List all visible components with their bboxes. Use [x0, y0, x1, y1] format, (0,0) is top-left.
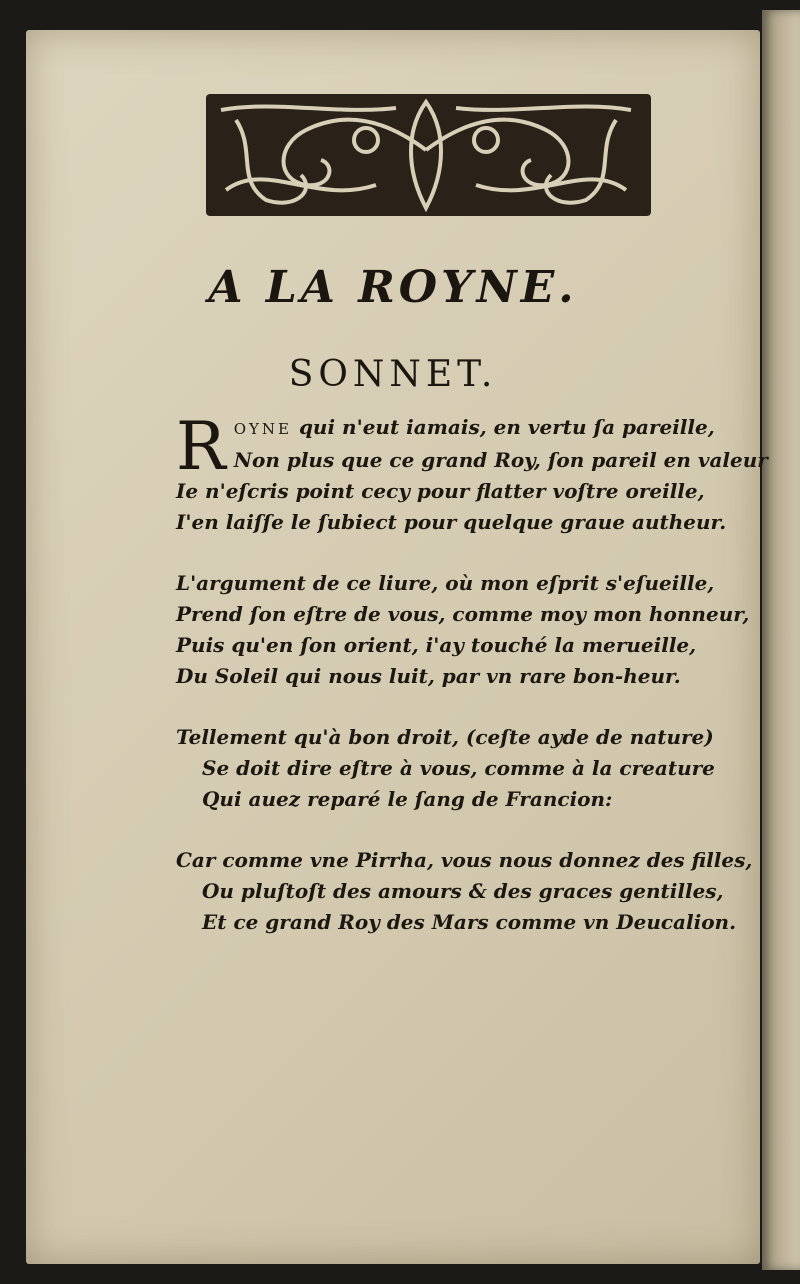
poem-line: Prend ſon eſtre de vous, comme moy mon honneur,	[176, 602, 750, 626]
page-subtitle: SONNET.	[288, 354, 498, 395]
poem-line: Et ce grand Roy des Mars comme vn Deucalion.	[202, 910, 737, 934]
poem-line: Du Soleil qui nous luit, par vn rare bon-heur.	[176, 664, 681, 688]
poem-line: I'en laiſſe le ſubiect pour quelque graue autheur.	[176, 510, 727, 534]
book-page	[26, 30, 768, 1264]
stanza-4	[176, 845, 753, 938]
stanza-2	[176, 568, 750, 692]
facing-page-edge	[762, 10, 800, 1270]
first-word: OYNE	[233, 420, 292, 438]
poem-line	[176, 412, 736, 445]
drop-cap: R	[176, 408, 226, 485]
poem-line: Ou pluſtoſt des amours & des graces gentilles,	[202, 879, 724, 903]
poem-line: Car comme vne Pirrha, vous nous donnez des filles,	[176, 848, 753, 872]
stanza-1	[176, 408, 768, 538]
poem-line: Se doit dire eſtre à vous, comme à la creature	[202, 756, 715, 780]
poem-line: L'argument de ce liure, où mon eſprit s'eſueille,	[176, 571, 715, 595]
poem-line: Puis qu'en ſon orient, i'ay touché la merueille,	[176, 633, 697, 657]
poem-line: Non plus que ce grand Roy, ſon pareil en valeur	[233, 448, 768, 472]
stanza-3	[176, 722, 736, 815]
headpiece-ornament-icon	[176, 90, 676, 222]
page-title: A LA ROYNE.	[208, 262, 578, 313]
poem-line: Qui auez reparé le ſang de Francion:	[202, 787, 613, 811]
poem-line: Ie n'eſcris point cecy pour flatter voſtre oreille,	[176, 479, 705, 503]
poem-line: Tellement qu'à bon droit, (ceſte ayde de nature)	[176, 725, 714, 749]
first-line-text: qui n'eut iamais, en vertu ſa pareille,	[291, 415, 715, 439]
sonnet	[176, 408, 768, 968]
